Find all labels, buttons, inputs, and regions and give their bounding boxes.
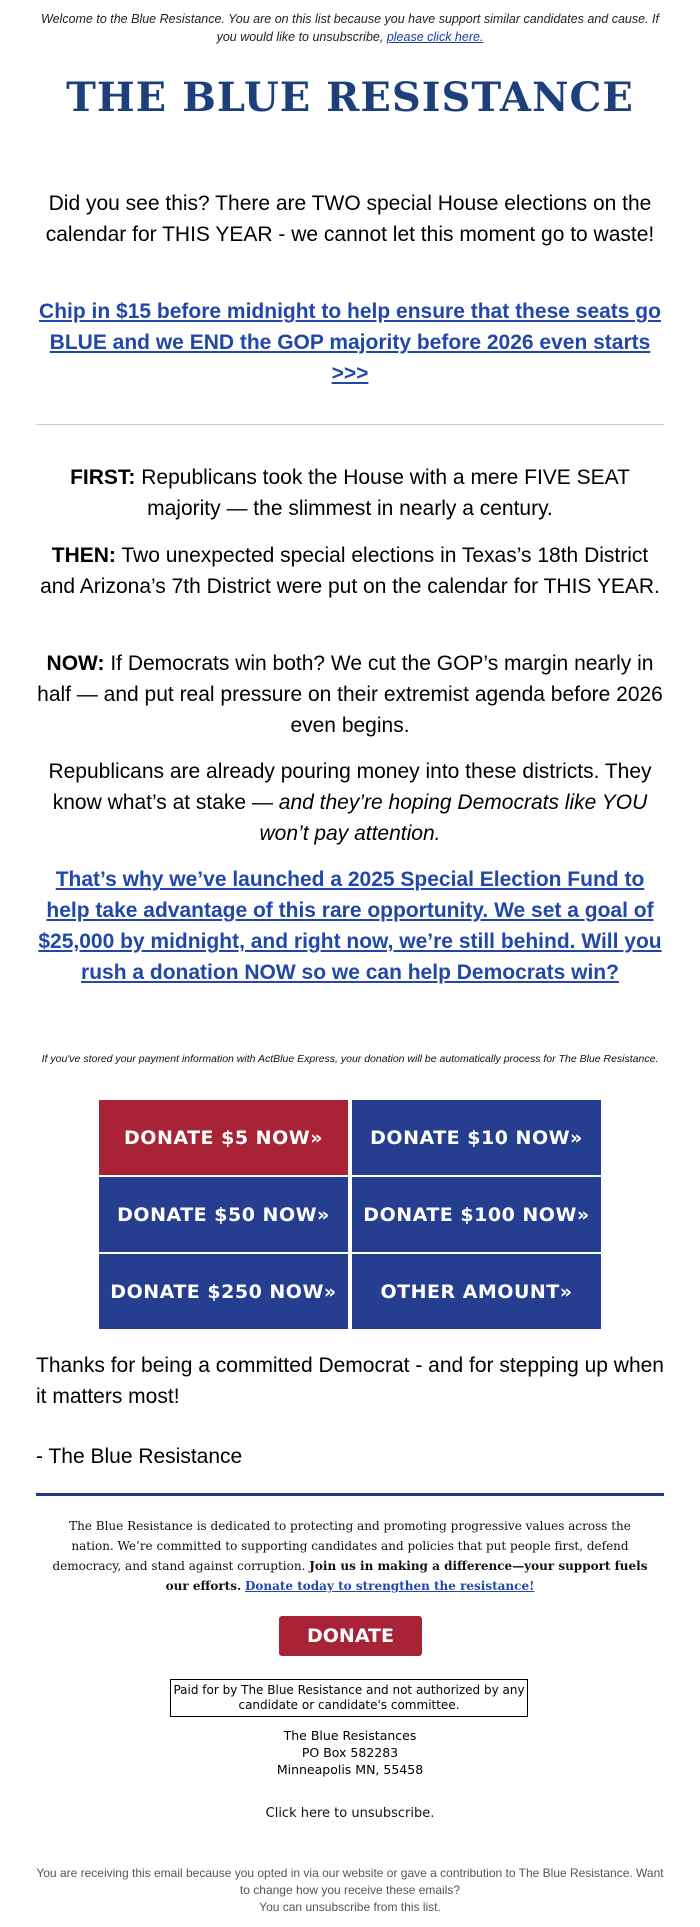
pouring-paragraph (36, 756, 664, 849)
click-here-unsubscribe[interactable]: Click here to unsubscribe. (265, 1806, 435, 1821)
preheader (40, 10, 660, 46)
now-label: NOW: (46, 652, 105, 675)
preheader-unsubscribe-link[interactable]: please click here. (386, 30, 484, 44)
donate-50-button[interactable]: DONATE $50 NOW» (99, 1177, 348, 1252)
pouring-text: Republicans are already pouring money into these districts. They know what’s at stake — (48, 760, 652, 814)
about-bold: Join us in making a difference—your support fuels our efforts. (165, 1559, 648, 1593)
other-amount-button[interactable]: OTHER AMOUNT» (352, 1254, 601, 1329)
pouring-italic: and they’re hoping Democrats like YOU won’t pay attention. (259, 791, 648, 845)
chip-in-link[interactable]: Chip in $15 before midnight to help ensure that these seats go BLUE and we END the GOP majority before 2026 even starts >>> (39, 300, 661, 385)
now-text: If Democrats win both? We cut the GOP’s margin nearly in half — and put real pressure on their extremist agenda before 2026 even begins. (37, 652, 663, 737)
then-text: Two unexpected special elections in Texas’s 18th District and Arizona’s 7th District were put on the calendar for THIS YEAR. (40, 544, 660, 598)
first-text: Republicans took the House with a mere FIVE SEAT majority — the slimmest in nearly a century. (141, 466, 630, 520)
then-label: THEN: (51, 544, 116, 567)
intro-cta (36, 296, 664, 389)
mailing-address (0, 1727, 700, 1778)
intro-text: Did you see this? There are TWO special House elections on the calendar for THIS YEAR - we cannot let this moment go to waste! (45, 192, 655, 246)
donate-10-button[interactable]: DONATE $10 NOW» (352, 1100, 601, 1175)
brand-logo: THE BLUE RESISTANCE (66, 74, 634, 121)
address-line-3: Minneapolis MN, 55458 (276, 1762, 424, 1777)
now-paragraph (36, 648, 664, 741)
preheader-text: Welcome to the Blue Resistance. You are on this list because you have support similar candidates and cause. If you would like to unsubscribe, (41, 12, 659, 44)
donate-250-button[interactable]: DONATE $250 NOW» (99, 1254, 348, 1329)
first-paragraph (36, 462, 664, 524)
divider (36, 424, 664, 425)
footer-notice (30, 1865, 670, 1916)
closing-thanks: Thanks for being a committed Democrat - and for stepping up when it matters most! (36, 1354, 664, 1408)
donate-today-link[interactable]: Donate today to strengthen the resistance! (244, 1579, 535, 1593)
actblue-disclaimer: If you've stored your payment information with ActBlue Express, your donation will be automatically process for The Blue Resistance. (41, 1053, 659, 1065)
fund-paragraph (36, 864, 664, 988)
donate-5-button[interactable]: DONATE $5 NOW» (99, 1100, 348, 1175)
closing-signature: - The Blue Resistance (36, 1445, 243, 1468)
footer-text: You are receiving this email because you opted in via our website or gave a contribution to The Blue Resistance. Want to change how you receive these emails? (36, 1866, 664, 1897)
address-line-1: The Blue Resistances (283, 1728, 417, 1743)
about-body: The Blue Resistance is dedicated to protecting and promoting progressive values across the nation. We’re committed to supporting candidates and policies that put people first, defend democracy, and stand against corruption. (52, 1519, 631, 1573)
donate-100-button[interactable]: DONATE $100 NOW» (352, 1177, 601, 1252)
address-line-2: PO Box 582283 (301, 1745, 399, 1760)
paid-for-box: Paid for by The Blue Resistance and not authorized by any candidate or candidate's committee. (170, 1679, 528, 1717)
footer-unsubscribe[interactable]: You can unsubscribe from this list. (259, 1900, 441, 1914)
footer-divider (36, 1493, 664, 1496)
about-text (50, 1516, 650, 1596)
fund-link[interactable]: That’s why we’ve launched a 2025 Special Election Fund to help take advantage of this rare opportunity. We set a goal of $25,000 by midnight, and right now, we’re still behind. Will you rush a donation NOW so we can help Democrats win? (38, 868, 662, 984)
first-label: FIRST: (70, 466, 136, 489)
donate-main-button[interactable]: DONATE (279, 1616, 422, 1656)
then-paragraph (36, 540, 664, 602)
